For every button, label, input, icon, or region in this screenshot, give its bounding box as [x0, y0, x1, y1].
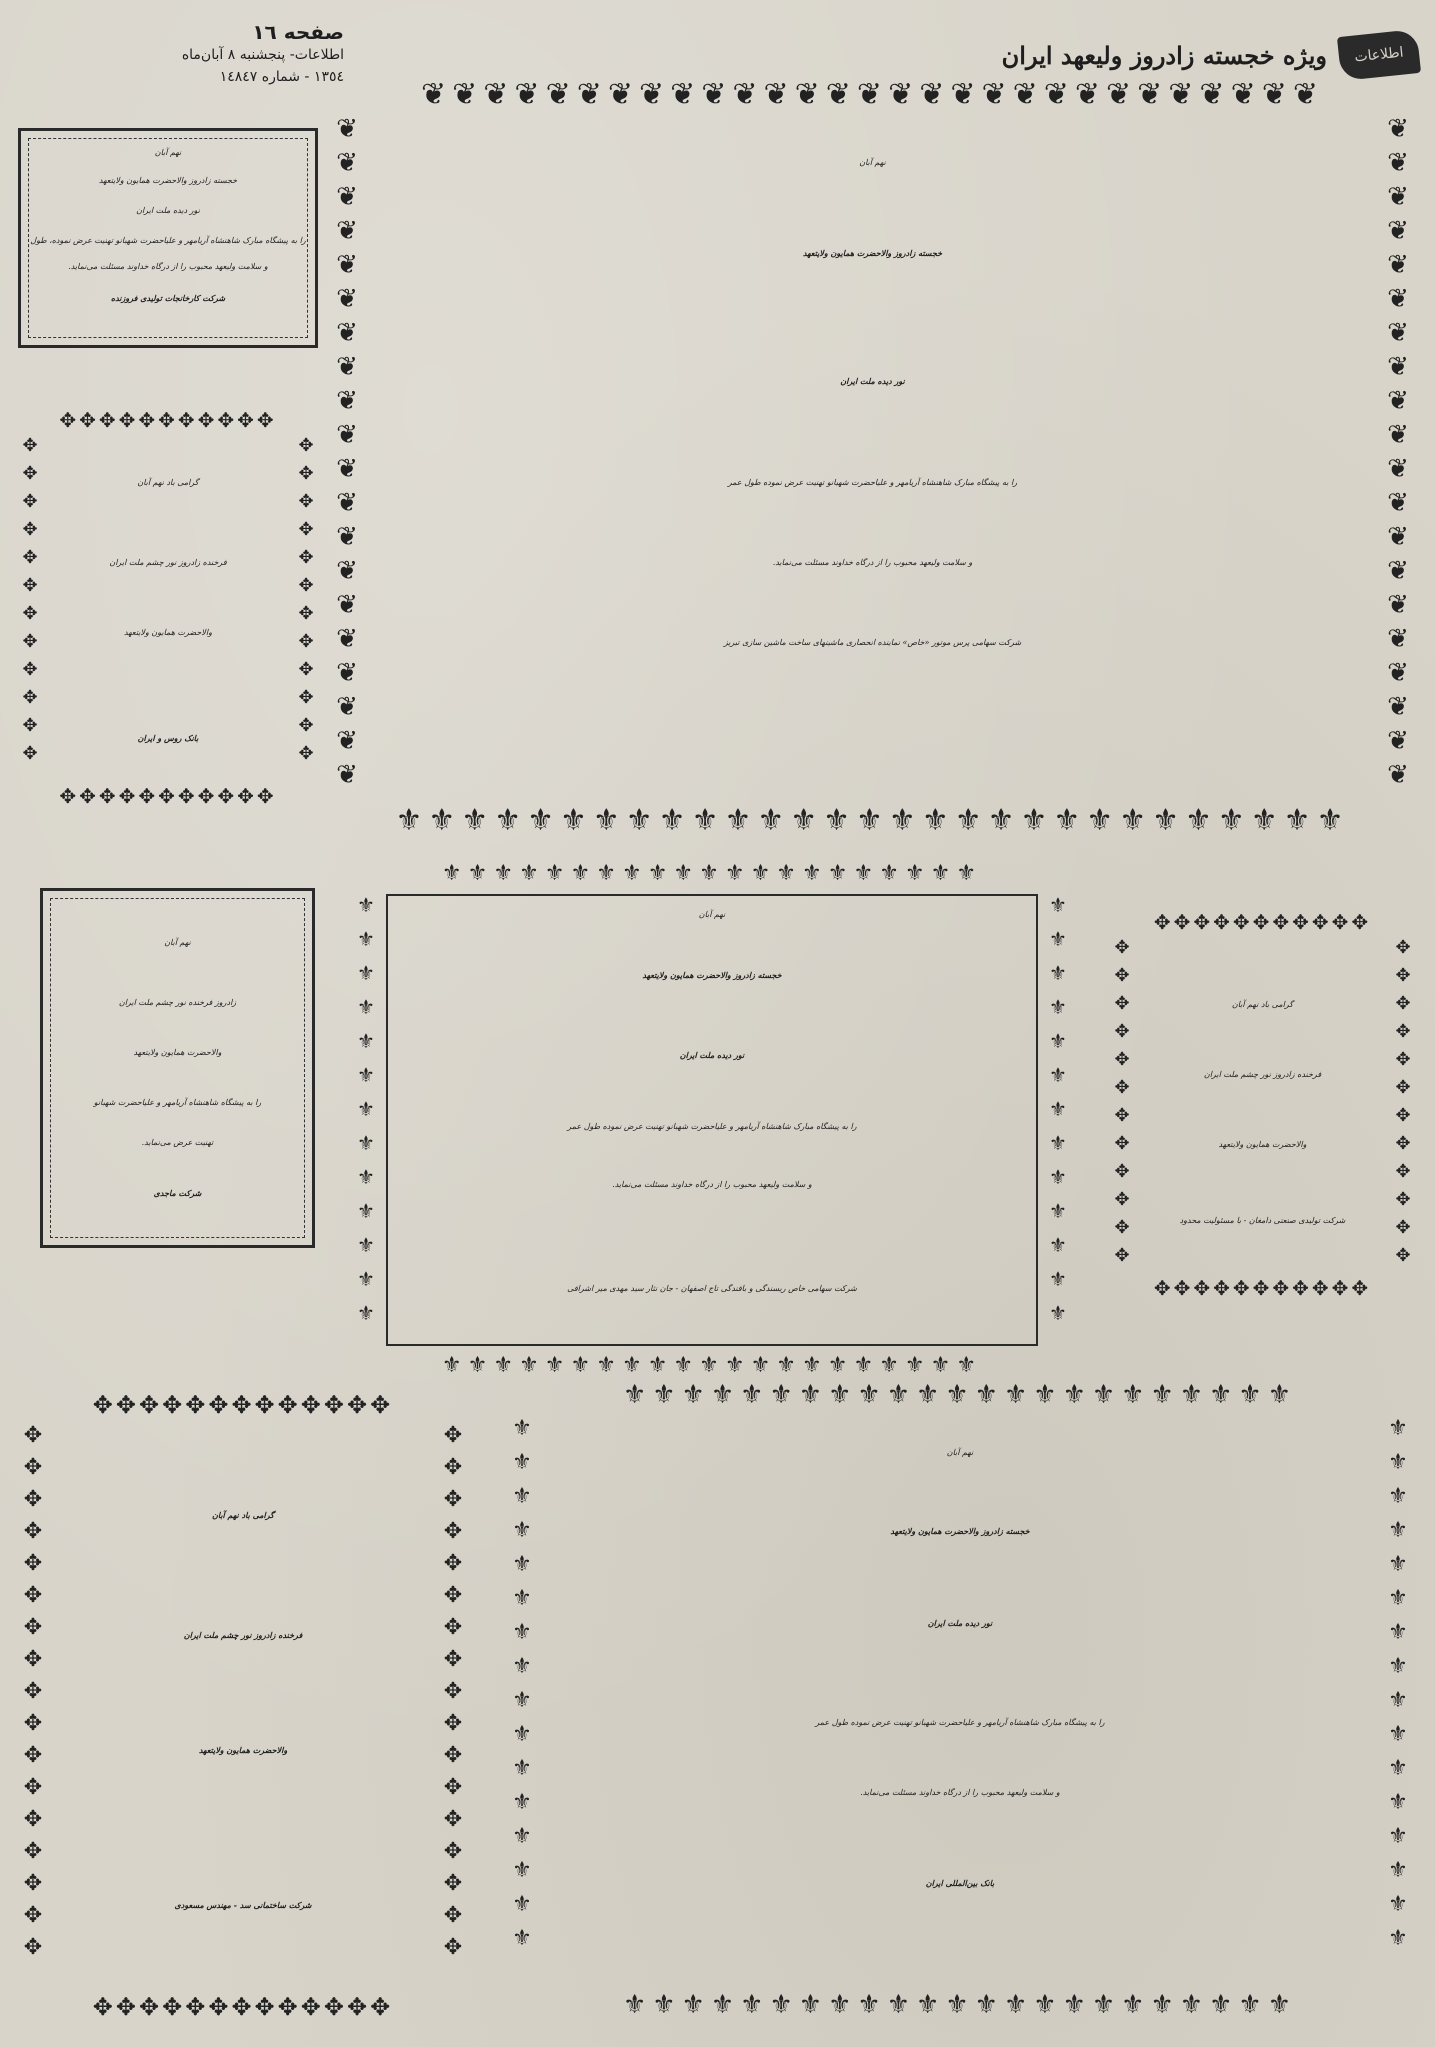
ad-date-heading: نهم آبان [164, 938, 191, 947]
ad-subheadline: والاحضرت همایون ولایتعهد [198, 1745, 288, 1755]
ad-body-line-1: را به پیشگاه شاهنشاه آریامهر و علیاحضرت شهبانو [93, 1098, 262, 1107]
ad-body-line-1: را به پیشگاه مبارک شاهنشاه آریامهر و علیاحضرت شهبانو تهنیت عرض نموده طول عمر [567, 1122, 857, 1131]
special-section-masthead [879, 30, 1419, 80]
ad-subheadline: والاحضرت همایون ولایتعهد [124, 628, 212, 637]
ad-date-heading: گرامی باد نهم آبان [1231, 1000, 1294, 1009]
ad-sponsor: شرکت سهامی پرس موتور «خاص» نماینده انحصاری ماشینهای ساخت ماشین سازی تبریز [723, 638, 1022, 647]
ad-body-line-2: و سلامت ولیعهد محبوب را از درگاه خداوند مسئلت می‌نماید. [860, 1788, 1060, 1797]
ad-body-line-1: را به پیشگاه مبارک شاهنشاه آریامهر و علیاحضرت شهبانو تهنیت عرض نموده طول عمر [815, 1718, 1105, 1727]
dotted-border-bottom: ✥✥✥✥✥✥✥✥✥✥✥ [1153, 1276, 1372, 1300]
ad-sponsor: شرکت تولیدی صنعتی دامغان - با مسئولیت محدود [1179, 1216, 1346, 1225]
ad-sponsor: شرکت کارخانجات تولیدی فروزنده [110, 293, 226, 303]
ad-date-heading: نهم آبان [698, 910, 726, 919]
ad-sad-construction [18, 1390, 468, 2022]
ad-headline: خجسته زادروز والاحضرت همایون ولایتعهد [890, 1526, 1030, 1536]
dotted-border-left: ✥ ✥ ✥ ✥ ✥ ✥ ✥ ✥ ✥ ✥ ✥ ✥ [1114, 937, 1130, 1266]
ad-date-heading: نهم آبان [154, 148, 182, 157]
dotted-border-top: ✥✥✥✥✥✥✥✥✥✥✥ [1153, 910, 1372, 934]
ad-subheadline: والاحضرت همایون ولایتعهد [133, 1048, 222, 1057]
fleur-border-bottom: ⚜⚜⚜⚜⚜⚜⚜⚜⚜⚜⚜⚜⚜⚜⚜⚜⚜⚜⚜⚜⚜⚜⚜ [622, 1990, 1298, 2020]
ad-subheadline: نور دیده ملت ایران [840, 376, 905, 386]
ad-date-heading: گرامی باد نهم آبان [212, 1510, 274, 1520]
ad-sponsor: شرکت سهامی خاص ریسندگی و بافندگی تاج اصفهان - جان نثار سید مهدی میر اشرافی [567, 1284, 857, 1293]
dotted-border-right: ✥ ✥ ✥ ✥ ✥ ✥ ✥ ✥ ✥ ✥ ✥ ✥ [298, 435, 314, 764]
dotted-border-right: ✥ ✥ ✥ ✥ ✥ ✥ ✥ ✥ ✥ ✥ ✥ ✥ ✥ ✥ ✥ ✥ ✥ [443, 1423, 463, 1960]
ad-body-line-2: تهنیت عرض می‌نماید. [141, 1138, 214, 1147]
ad-subheadline: نور دیده ملت ایران [679, 1050, 745, 1060]
ad-date-heading: نهم آبان [946, 1448, 974, 1457]
dotted-border-left: ✥ ✥ ✥ ✥ ✥ ✥ ✥ ✥ ✥ ✥ ✥ ✥ ✥ ✥ ✥ ✥ ✥ [23, 1423, 43, 1960]
fleur-border-right: ⚜ ⚜ ⚜ ⚜ ⚜ ⚜ ⚜ ⚜ ⚜ ⚜ ⚜ ⚜ ⚜ ⚜ ⚜ ⚜ [1388, 1416, 1408, 1951]
fleur-border-bottom: ⚜⚜⚜⚜⚜⚜⚜⚜⚜⚜⚜⚜⚜⚜⚜⚜⚜⚜⚜⚜⚜ [441, 1353, 983, 1378]
issue-number-line: ١٣٥٤ - شماره ١٤٨٤٧ [219, 69, 344, 85]
ad-sponsor: بانک بین‌المللی ایران [925, 1878, 995, 1888]
fleur-border-top: ⚜⚜⚜⚜⚜⚜⚜⚜⚜⚜⚜⚜⚜⚜⚜⚜⚜⚜⚜⚜⚜ [441, 861, 983, 886]
issue-date-line: اطلاعات- پنجشنبه ٨ آبان‌ماه [181, 47, 344, 63]
dotted-border-top: ✥✥✥✥✥✥✥✥✥✥✥✥✥ [92, 1391, 394, 1419]
ad-headline: فرخنده زادروز نور چشم ملت ایران [109, 558, 227, 567]
ad-body-line-2: و سلامت ولیعهد محبوب را از درگاه خداوند مسئلت می‌نماید. [772, 558, 973, 567]
special-section-title: ویژه خجسته زادروز ولیعهد ایران [1001, 40, 1327, 70]
dotted-border-right: ✥ ✥ ✥ ✥ ✥ ✥ ✥ ✥ ✥ ✥ ✥ ✥ [1395, 937, 1411, 1266]
fleur-border-bottom: ⚜⚜⚜⚜⚜⚜⚜⚜⚜⚜⚜⚜⚜⚜⚜⚜⚜⚜⚜⚜⚜⚜⚜⚜⚜⚜⚜⚜⚜ [395, 804, 1350, 838]
inner-frame [386, 894, 1038, 1346]
ad-headline: خجسته زادروز والاحضرت همایون ولایتعهد [98, 176, 238, 185]
ad-body-line-2: و سلامت ولیعهد محبوب را از درگاه خداوند مسئلت می‌نماید. [612, 1180, 812, 1189]
dotted-border-top: ✥✥✥✥✥✥✥✥✥✥✥ [59, 408, 277, 432]
ad-subheadline: والاحضرت همایون ولایتعهد [1218, 1140, 1307, 1149]
ad-headline: فرخنده زادروز نور چشم ملت ایران [1203, 1070, 1322, 1079]
fleur-border-top: ❦❦❦❦❦❦❦❦❦❦❦❦❦❦❦❦❦❦❦❦❦❦❦❦❦❦❦❦❦ [421, 78, 1324, 112]
ad-top-left-small [18, 128, 318, 348]
fleur-border-right: ❦ ❦ ❦ ❦ ❦ ❦ ❦ ❦ ❦ ❦ ❦ ❦ ❦ ❦ ❦ ❦ ❦ ❦ ❦ ❦ [1387, 114, 1409, 790]
ad-taj-isfahan [352, 860, 1072, 1380]
dotted-border-bottom: ✥✥✥✥✥✥✥✥✥✥✥✥✥ [92, 1993, 394, 2021]
logo-text: اطلاعات [1353, 44, 1405, 66]
ad-international-bank-iran [505, 1378, 1415, 2022]
ad-body-line-1: را به پیشگاه مبارک شاهنشاه آریامهر و علیاحضرت شهبانو تهنیت عرض نموده، طول [30, 236, 306, 245]
newspaper-logo [1337, 29, 1421, 81]
fleur-border-left: ⚜ ⚜ ⚜ ⚜ ⚜ ⚜ ⚜ ⚜ ⚜ ⚜ ⚜ ⚜ ⚜ [357, 893, 375, 1325]
ad-bank-russ-iran [18, 408, 318, 808]
ad-headline: زادروز فرخنده نور چشم ملت ایران [118, 998, 237, 1007]
ad-headline: خجسته زادروز والاحضرت همایون ولایتعهد [642, 970, 782, 980]
ad-date-heading: گرامی باد نهم آبان [137, 478, 199, 487]
ad-date-heading: نهم آبان [859, 158, 886, 167]
ad-sponsor: شرکت ساختمانی سد - مهندس مسعودی [174, 1900, 312, 1910]
ad-body-line-1: را به پیشگاه مبارک شاهنشاه آریامهر و علیاحضرت شهبانو تهنیت عرض نموده طول عمر [727, 478, 1018, 487]
ad-subheadline: نور دیده ملت ایران [927, 1618, 993, 1628]
fleur-border-left: ⚜ ⚜ ⚜ ⚜ ⚜ ⚜ ⚜ ⚜ ⚜ ⚜ ⚜ ⚜ ⚜ ⚜ ⚜ ⚜ [512, 1416, 532, 1951]
ad-damghan [1110, 910, 1415, 1300]
fleur-border-left: ❦ ❦ ❦ ❦ ❦ ❦ ❦ ❦ ❦ ❦ ❦ ❦ ❦ ❦ ❦ ❦ ❦ ❦ ❦ ❦ [336, 114, 358, 790]
inner-dashed-frame [50, 898, 305, 1238]
page-number: صفحه ١٦ [252, 20, 344, 44]
issue-info [14, 20, 344, 88]
ad-subheadline: نور دیده ملت ایران [136, 206, 200, 215]
ad-sponsor: بانک روس و ایران [137, 733, 199, 743]
ad-headline: فرخنده زادروز نور چشم ملت ایران [183, 1630, 303, 1640]
ad-body-line-2: و سلامت ولیعهد محبوب را از درگاه خداوند مسئلت می‌نماید. [68, 262, 268, 271]
fleur-border-right: ⚜ ⚜ ⚜ ⚜ ⚜ ⚜ ⚜ ⚜ ⚜ ⚜ ⚜ ⚜ ⚜ [1049, 893, 1067, 1325]
dotted-border-bottom: ✥✥✥✥✥✥✥✥✥✥✥ [59, 784, 277, 808]
ad-main-top [330, 78, 1415, 848]
fleur-border-top: ⚜⚜⚜⚜⚜⚜⚜⚜⚜⚜⚜⚜⚜⚜⚜⚜⚜⚜⚜⚜⚜⚜⚜ [622, 1380, 1298, 1410]
dotted-border-left: ✥ ✥ ✥ ✥ ✥ ✥ ✥ ✥ ✥ ✥ ✥ ✥ [22, 435, 38, 764]
ad-majidi [40, 888, 315, 1248]
ad-sponsor: شرکت ماجدی [153, 1188, 202, 1198]
ad-headline: خجسته زادروز والاحضرت همایون ولایتعهد [802, 248, 943, 258]
